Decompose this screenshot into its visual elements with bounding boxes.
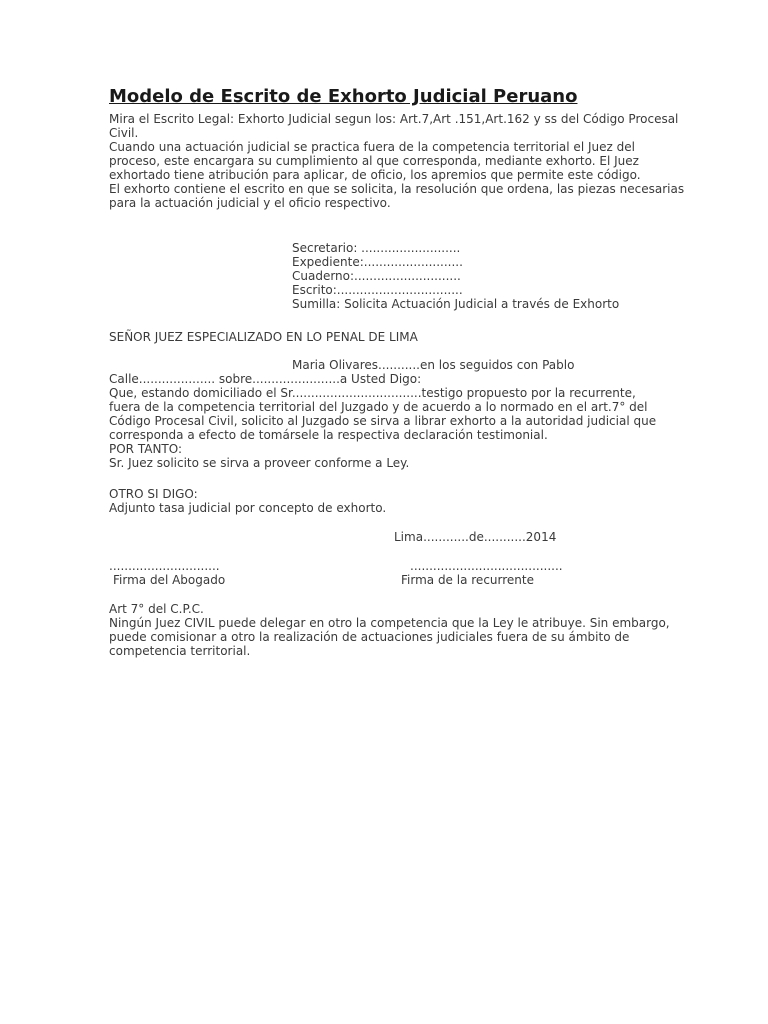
footnote-line: Ningún Juez CIVIL puede delegar en otro la competencia que la Ley le atribuye. Sin embargo,: [109, 616, 670, 630]
por-tanto: POR TANTO:: [109, 442, 183, 456]
addressee: SEÑOR JUEZ ESPECIALIZADO EN LO PENAL DE LIMA: [109, 330, 418, 344]
body-line: Que, estando domiciliado el Sr..................................testigo propuesto por la recurrente,: [109, 386, 636, 400]
signature-line-recurrente: ........................................: [410, 559, 563, 573]
intro-line: proceso, este encargara su cumplimiento al que corresponda, mediante exhorto. El Juez: [109, 154, 639, 168]
signature-label-abogado: Firma del Abogado: [113, 573, 226, 587]
otro-si-heading: OTRO SI DIGO:: [109, 487, 198, 501]
body-line: corresponda a efecto de tomársele la respectiva declaración testimonial.: [109, 428, 548, 442]
signature-label-recurrente: Firma de la recurrente: [401, 573, 534, 587]
footnote-heading: Art 7° del C.P.C.: [109, 602, 204, 616]
body-line: fuera de la competencia territorial del Juzgado y de acuerdo a lo normado en el art.7° del: [109, 400, 648, 414]
intro-line: Civil.: [109, 126, 139, 140]
intro-line: para la actuación judicial y el oficio respectivo.: [109, 196, 391, 210]
header-field-expediente: Expediente:..........................: [292, 255, 463, 269]
intro-line: exhortado tiene atribución para aplicar, de oficio, los apremios que permite este código.: [109, 168, 641, 182]
date-line: Lima............de...........2014: [394, 530, 557, 544]
otro-si-text: Adjunto tasa judicial por concepto de exhorto.: [109, 501, 387, 515]
intro-line: Cuando una actuación judicial se practica fuera de la competencia territorial el Juez del: [109, 140, 635, 154]
signature-line-abogado: .............................: [109, 559, 220, 573]
body-first-line: Maria Olivares...........en los seguidos con Pablo: [292, 358, 575, 372]
header-field-sumilla: Sumilla: Solicita Actuación Judicial a través de Exhorto: [292, 297, 620, 311]
intro-line: El exhorto contiene el escrito en que se solicita, la resolución que ordena, las piezas necesarias: [109, 182, 685, 196]
header-field-cuaderno: Cuaderno:............................: [292, 269, 461, 283]
body-line: Calle.................... sobre.......................a Usted Digo:: [109, 372, 422, 386]
header-field-secretario: Secretario: ..........................: [292, 241, 461, 255]
document-title: Modelo de Escrito de Exhorto Judicial Peruano: [109, 86, 578, 107]
body-line: Sr. Juez solicito se sirva a proveer conforme a Ley.: [109, 456, 410, 470]
header-field-escrito: Escrito:.................................: [292, 283, 463, 297]
footnote-line: competencia territorial.: [109, 644, 251, 658]
body-line: Código Procesal Civil, solicito al Juzgado se sirva a librar exhorto a la autoridad judicial que: [109, 414, 657, 428]
footnote-line: puede comisionar a otro la realización de actuaciones judiciales fuera de su ámbito de: [109, 630, 630, 644]
intro-line: Mira el Escrito Legal: Exhorto Judicial segun los: Art.7,Art .151,Art.162 y ss del Código Procesal: [109, 112, 679, 126]
